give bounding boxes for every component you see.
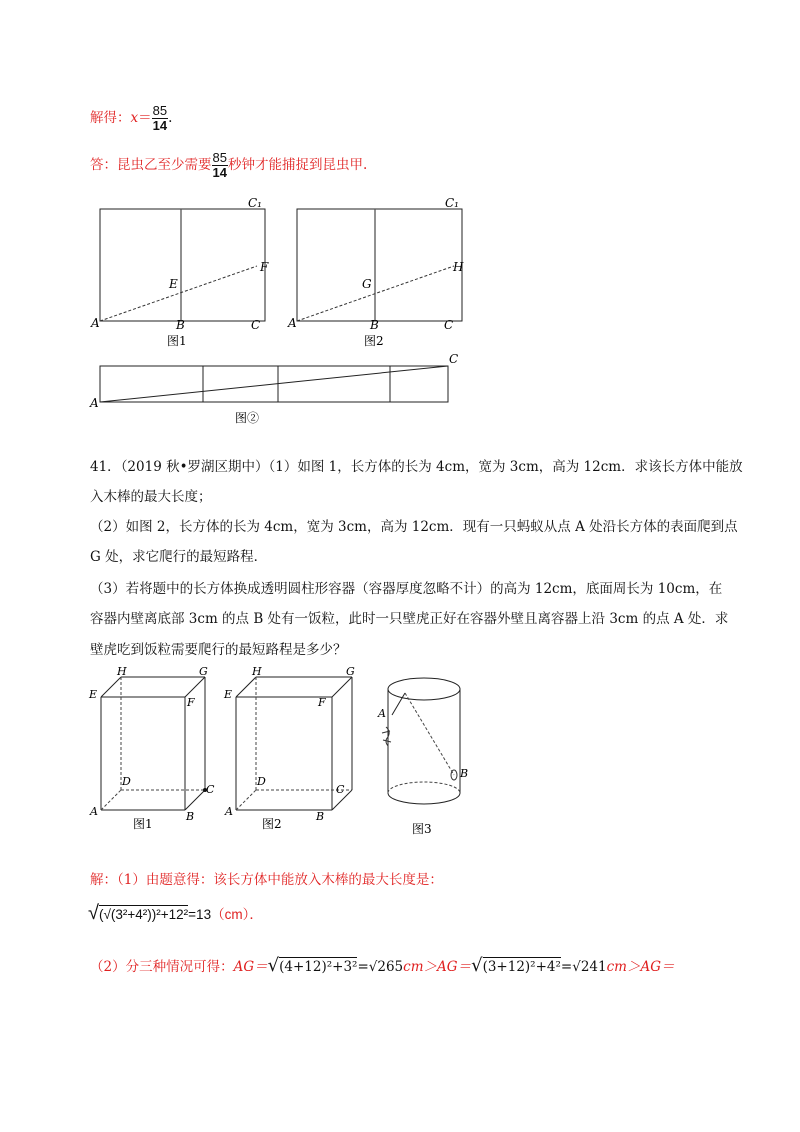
problem-number: 41． [90,459,121,475]
label-c: C [206,783,215,796]
eq1-result: =13 [188,907,212,922]
figure-1-rectangle [100,209,265,321]
label-f: F [187,696,195,709]
edge-ad [236,790,256,810]
edge-eh [101,677,121,697]
edge-eh [236,677,256,697]
cuboid-2-caption: 图2 [262,817,282,831]
gecko-icon [382,727,391,746]
label-e: E [224,688,233,701]
edge-ad [101,790,121,810]
problem-line-3: （2）如图 2，长方体的长为 4cm，宽为 3cm，高为 12cm．现有一只蚂蚁从点 A 处沿长方体的表面爬到点 [90,519,738,535]
result-265: =√265 [357,959,404,975]
ag-label-2: AG＝ [437,959,472,975]
fraction-denominator: 14 [152,118,168,133]
label-a: A [288,316,297,330]
problem-line-2: 入木棒的最大长度； [90,489,212,505]
label-c1: C₁ [445,196,459,210]
answer-prefix: 答：昆虫乙至少需要 [90,157,212,173]
cylinder-bottom-back [388,782,460,793]
label-h: H [252,665,262,678]
problem-line-6: 容器内壁离底部 3cm 的点 B 处有一饭粒，此时一只壁虎正好在容器外壁且离容器上沿 3cm 的点 A 处．求 [90,611,729,627]
figure-1-caption: 图1 [167,334,187,348]
solution-line-1: 解：（1）由题意得：该长方体中能放入木棒的最大长度是： [90,872,443,888]
solve-line [90,104,172,133]
answer-line [90,151,367,180]
fraction-denominator: 14 [212,165,227,180]
label-g: G [199,665,208,678]
fraction-numerator: 85 [212,150,227,165]
answer-fraction [212,151,228,180]
problem-line-1 [90,455,743,475]
unfolded-figure-1 [85,195,285,350]
label-a: A [225,805,233,818]
radicand-3: (3+12)²+4² [482,959,561,975]
edge-bc [185,790,205,810]
unit-gt-1: cm＞ [403,959,438,975]
path-inner [405,693,454,775]
label-c1: C₁ [248,196,262,210]
cylinder-figure [372,665,482,840]
problem-line-7: 壁虎吃到饭粒需要爬行的最短路程是多少？ [90,642,347,658]
tail-text: cm＞AG＝ [606,959,675,975]
label-a: A [91,316,100,330]
problem-text-1: （2019 秋•罗湖区期中）（1）如图 1，长方体的长为 4cm，宽为 3cm，高为 12cm．求该长方体中能放 [120,459,743,475]
edge-fg [332,677,352,697]
label-f: F [318,696,326,709]
radical-sign: √ [88,902,99,924]
solve-label: 解得： [90,110,131,126]
period: . [168,110,173,126]
var-x: x [130,110,139,126]
answer-suffix: 秒钟才能捕捉到昆虫甲. [227,157,368,173]
strip-caption: 图② [235,411,260,425]
unfolded-strip-figure [85,350,465,430]
label-a: A [90,396,99,410]
label-b: B [186,810,195,823]
result-241: =√241 [560,959,607,975]
label-b: B [176,318,185,332]
cuboid-figure-1 [85,660,225,840]
label-d: D [122,775,131,788]
radical-sign: √ [471,955,483,976]
label-g: G [346,665,355,678]
label-b: B [316,810,325,823]
cylinder-caption: 图3 [412,822,432,836]
label-f: F [260,260,269,274]
cuboid-1-caption: 图1 [133,817,153,831]
cuboid-figure-2 [222,660,362,840]
label-h: H [117,665,127,678]
cylinder-top [388,678,460,700]
fraction-numerator: 85 [152,103,168,118]
label-b: B [460,767,469,780]
label-e: E [89,688,98,701]
label-d: D [257,775,266,788]
figure-2-rectangle [297,209,462,321]
equals-sign: ＝ [138,110,152,126]
label-e: E [169,277,178,291]
radicand-1: (√(3²+4²))²+12² [98,907,189,922]
eq1-unit: （cm）． [211,907,263,922]
label-c: C [444,318,454,332]
cylinder-bottom-front [388,793,460,804]
label-b: B [370,318,379,332]
radical-sign: √ [267,955,280,976]
solution-equation-1 [88,902,263,925]
label-a: A [378,707,386,720]
label-g: G [362,277,372,291]
label-c: C [251,318,261,332]
figure-2-caption: 图2 [364,334,384,348]
label-c: C [449,352,459,366]
label-a: A [90,805,98,818]
edge-fg [185,677,205,697]
problem-line-4: G 处，求它爬行的最短路程． [90,549,268,565]
case-prefix: （2）分三种情况可得： [90,959,234,975]
radicand-2: (4+12)²+3² [279,959,358,975]
solution-line-3 [90,955,675,976]
label-c: C [336,783,345,796]
label-h: H [453,260,464,274]
fraction-85-14 [152,104,168,133]
ag-label-1: AG＝ [233,959,268,975]
strip-diagonal [100,366,448,402]
figure-1-path [100,266,257,321]
problem-line-5: （3）若将题中的长方体换成透明圆柱形容器（容器厚度忽略不计）的高为 12cm，底面周长为 10cm，在 [90,581,723,597]
unfolded-figure-2 [282,195,482,350]
